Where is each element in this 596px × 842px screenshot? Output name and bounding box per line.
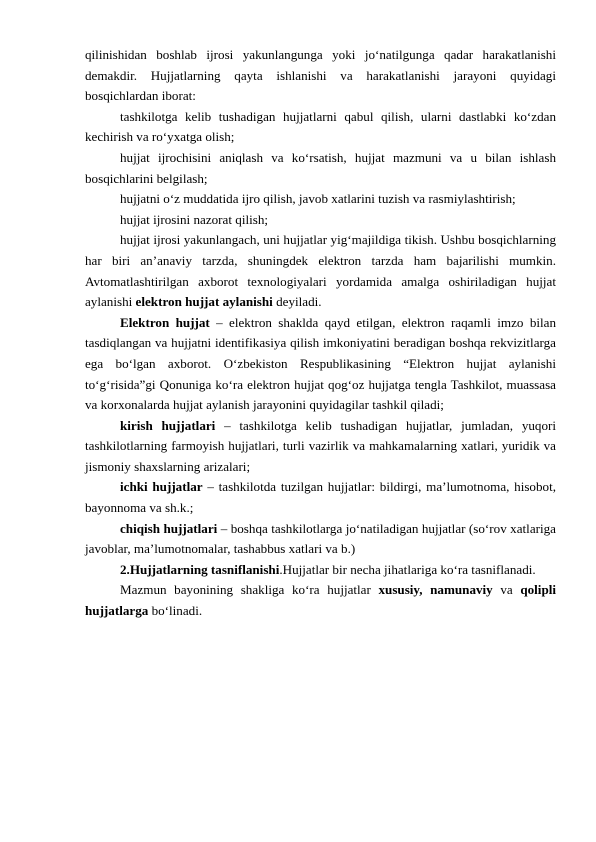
bold-term: Elektron hujjat (120, 314, 210, 330)
paragraph (85, 519, 556, 560)
paragraph (85, 313, 556, 416)
paragraph (85, 148, 556, 189)
paragraph (85, 477, 556, 518)
paragraph (85, 210, 556, 231)
bold-term: kirish hujjatlari (120, 417, 216, 433)
text-run: – tashkilotga kelib tushadigan hujjatlar, jumladan, yuqori tashkilotlarning farmoyish hujjatlari, turli vazirlik va mahkamalarning xatlari, yuridik va jismoniy shaxslarning arizalari; (85, 417, 556, 474)
text-run: – boshqa tashkilotlarga jo‘natiladigan hujjatlar (so‘rov xatlariga javoblar, ma’lumotnomalar, tashabbus xatlari va b.) (85, 520, 556, 557)
bold-term: 2.Hujjatlarning tasniflanishi (120, 561, 280, 577)
paragraph (85, 189, 556, 210)
text-run: tashkilotga kelib tushadigan hujjatlarni qabul qilish, ularni dastlabki ko‘zdan kechirish va ro‘yxatga olish; (85, 108, 556, 145)
text-run: va (492, 582, 521, 598)
text-run: hujjat ijrosi yakunlangach, uni hujjatlar yig‘majildiga tikish. Ushbu bosqichlarning har biri an’anaviy tarzda, shuningdek elektron tarzda ham bajarilishi mumkin. Avtomatlashtirilgan axborot texnologiyalari yordamida amalga oshiriladigan hujjat aylanishi (85, 232, 556, 310)
text-run: – elektron shaklda qayd etilgan, elektron raqamli imzo bilan tasdiqlangan va hujjatni identifikasiya qilish imkoniyatini beradigan boshqa rekvizitlarga ega bo‘lgan axborot. O‘zbekiston Respublikasining “Elektron hujjat aylanishi to‘g‘risida”gi Qonuniga ko‘ra elektron hujjat qog‘oz hujjatga tengla Tashkilot, muassasa va korxonalarda hujjat aylanish jarayonini quyidagilar tashkil qiladi; (85, 314, 556, 413)
text-run: hujjatni o‘z muddatida ijro qilish, javob xatlarini tuzish va rasmiylashtirish; (120, 191, 516, 207)
bold-term: xususiy, namunaviy (378, 582, 493, 598)
paragraph (85, 416, 556, 478)
text-run: bo‘linadi. (148, 603, 203, 619)
bold-term: ichki hujjatlar (120, 479, 203, 495)
text-run: deyiladi. (272, 294, 322, 310)
paragraph (85, 560, 556, 581)
text-run: .Hujjatlar bir necha jihatlariga ko‘ra tasniflanadi. (279, 561, 536, 577)
bold-term: qolipli hujjatlarga (85, 582, 557, 619)
bold-term: elektron hujjat aylanishi (135, 294, 273, 310)
paragraph (85, 230, 556, 312)
paragraph (85, 580, 556, 621)
text-run: Mazmun bayonining shakliga ko‘ra hujjatlar (120, 582, 379, 598)
paragraph (85, 107, 556, 148)
text-run: hujjat ijrosini nazorat qilish; (120, 211, 269, 227)
bold-term: chiqish hujjatlari (120, 520, 218, 536)
text-run: qilinishidan boshlab ijrosi yakunlangunga yoki jo‘natilgunga qadar harakatlanishi demakdir. Hujjatlarning qayta ishlanishi va harakatlanishi jarayoni quyidagi bosqichlardan iborat: (85, 47, 556, 104)
text-run: hujjat ijrochisini aniqlash va ko‘rsatish, hujjat mazmuni va u bilan ishlash bosqichlarini belgilash; (85, 149, 556, 186)
paragraph (85, 45, 556, 107)
text-run: – tashkilotda tuzilgan hujjatlar: bildirgi, ma’lumotnoma, hisobot, bayonnoma va sh.k.; (85, 479, 556, 516)
document-body (85, 45, 556, 622)
